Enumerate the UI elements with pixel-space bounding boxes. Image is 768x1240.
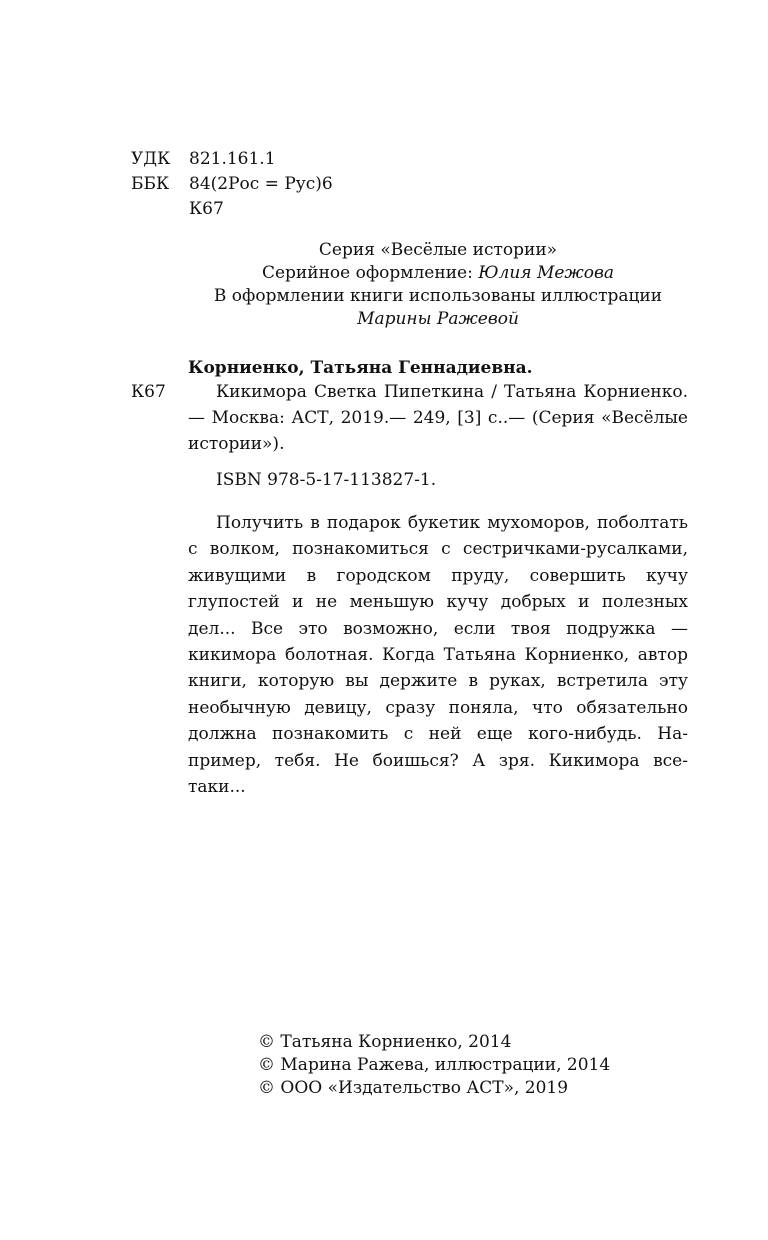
bbk-value: 84(2Рос = Рус)6 — [189, 174, 333, 194]
udk-value: 821.161.1 — [189, 149, 276, 169]
bibliography-mark: К67 — [131, 382, 166, 402]
bbk-label: ББК — [131, 174, 170, 194]
author-heading: Корниенко, Татьяна Геннадиевна. — [188, 358, 533, 378]
series-designer-name: Юлия Межова — [478, 263, 615, 283]
author-mark: К67 — [189, 199, 224, 219]
copyright-author: © Татьяна Корниенко, 2014 — [258, 1032, 512, 1052]
copyright-illustrator: © Марина Ражева, иллюстрации, 2014 — [258, 1055, 611, 1075]
copyright-publisher: © ООО «Издательство АСТ», 2019 — [258, 1078, 569, 1098]
isbn: ISBN 978-5-17-113827-1. — [216, 470, 437, 490]
series-design-prefix: Серийное оформление: — [261, 263, 479, 283]
annotation: Получить в подарок букетик мухоморов, поболтать с волком, познакомиться с сестричками-русалками, живущими в городском пруду, совершить кучу глупостей и не меньшую кучу добрых и полезных дел... Все это возможно, если твоя подружка — кикимора болотная. Когда Татьяна Корниенко, автор книги, которую вы держите в руках, встретила эту необычную девицу, сразу поняла, что обязательно должна познакомить с ней еще кого-нибудь. Например, тебя. Не боишься? А зря. Кикимора все-таки... — [188, 513, 688, 798]
illustrator-name: Марины Ражевой — [357, 309, 519, 329]
bibliographic-description: Кикимора Светка Пипеткина / Татьяна Корниенко.— Москва: АСТ, 2019.— 249, [3] с..— (Серия «Весёлые истории»). — [188, 382, 688, 454]
udk-label: УДК — [131, 149, 171, 169]
series-title: Серия «Весёлые истории» — [318, 240, 558, 260]
illustrations-note: В оформлении книги использованы иллюстрации — [213, 286, 663, 306]
